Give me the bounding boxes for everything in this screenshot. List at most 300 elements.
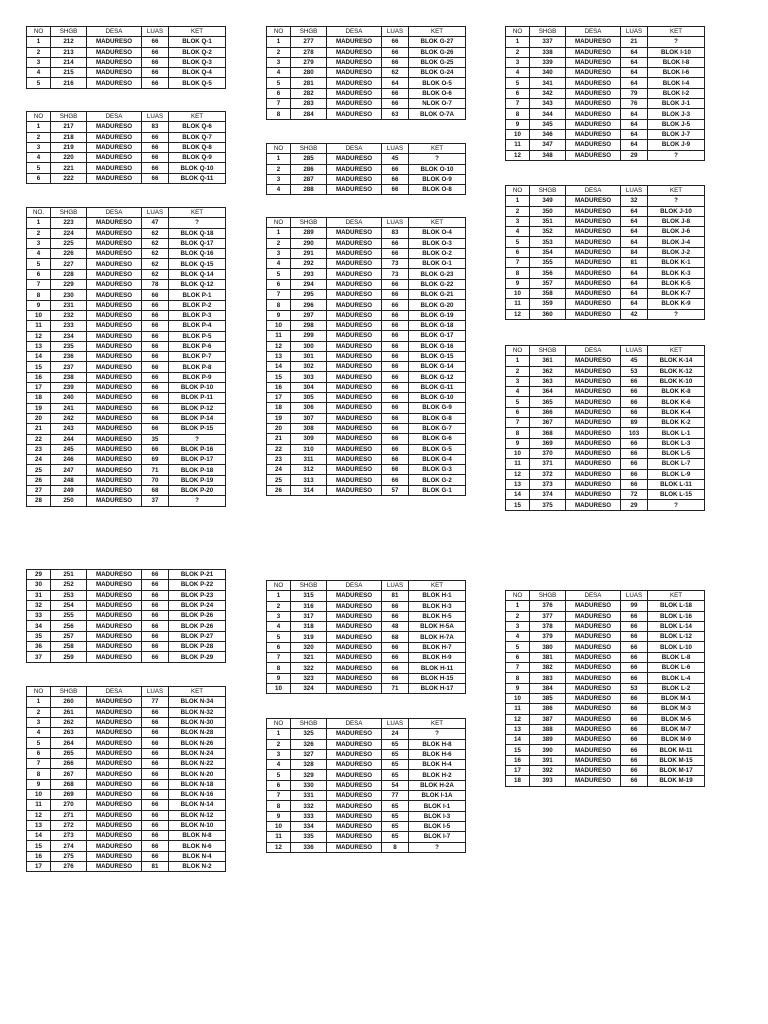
- table-cell: MADURESO: [87, 47, 142, 57]
- table-cell: 15: [267, 372, 291, 382]
- table-cell: 218: [51, 132, 87, 142]
- table-row: [267, 248, 466, 258]
- table-row: [506, 140, 705, 150]
- table-cell: BLOK N-2: [169, 862, 226, 872]
- table-cell: MADURESO: [327, 174, 382, 184]
- table-cell: 328: [291, 760, 327, 770]
- table-cell: MADURESO: [87, 434, 142, 444]
- table-cell: 216: [51, 78, 87, 88]
- table-cell: 3: [267, 248, 291, 258]
- table-row: [267, 331, 466, 341]
- table-cell: 362: [530, 366, 566, 376]
- table-cell: MADURESO: [87, 769, 142, 779]
- table-cell: 24: [382, 729, 409, 739]
- table-cell: BLOK J-5: [648, 119, 705, 129]
- table-cell: MADURESO: [87, 352, 142, 362]
- table-cell: MADURESO: [327, 444, 382, 454]
- table-cell: 367: [530, 418, 566, 428]
- table-cell: 242: [51, 413, 87, 423]
- table-cell: MADURESO: [566, 438, 621, 448]
- table-row: [267, 444, 466, 454]
- table-cell: 235: [51, 341, 87, 351]
- table-row: [27, 393, 226, 403]
- table-row: [267, 88, 466, 98]
- table-header-row: [267, 144, 466, 154]
- table-cell: 4: [506, 632, 530, 642]
- table-cell: MADURESO: [87, 321, 142, 331]
- table-cell: 351: [530, 216, 566, 226]
- table-cell: MADURESO: [566, 673, 621, 683]
- column-header: KET: [648, 186, 705, 196]
- table-cell: BLOK G-27: [409, 37, 466, 47]
- table-cell: 66: [142, 652, 169, 662]
- table-cell: 2: [506, 206, 530, 216]
- table-cell: MADURESO: [566, 57, 621, 67]
- table-cell: 13: [27, 341, 51, 351]
- table-cell: 66: [142, 444, 169, 454]
- table-cell: BLOK G-10: [409, 393, 466, 403]
- table-cell: MADURESO: [327, 228, 382, 238]
- table-cell: MADURESO: [87, 707, 142, 717]
- table-cell: BLOK I-6: [648, 68, 705, 78]
- table-cell: 66: [142, 748, 169, 758]
- column-header: NO.: [27, 208, 51, 218]
- table-cell: MADURESO: [327, 164, 382, 174]
- table-row: [27, 748, 226, 758]
- table-cell: MADURESO: [566, 663, 621, 673]
- table-cell: 6: [267, 279, 291, 289]
- table-cell: MADURESO: [87, 331, 142, 341]
- table-cell: 337: [530, 37, 566, 47]
- table-cell: MADURESO: [327, 485, 382, 495]
- table-cell: 257: [51, 631, 87, 641]
- table-cell: 66: [142, 728, 169, 738]
- table-cell: 336: [291, 842, 327, 852]
- table-row: [267, 238, 466, 248]
- table-cell: 247: [51, 465, 87, 475]
- table-cell: 66: [382, 423, 409, 433]
- table-cell: 255: [51, 611, 87, 621]
- table-cell: BLOK G-15: [409, 351, 466, 361]
- column-header: KET: [409, 218, 466, 228]
- column-header: DESA: [87, 687, 142, 697]
- table-row: [267, 279, 466, 289]
- table-cell: MADURESO: [566, 216, 621, 226]
- column-header: NO: [506, 186, 530, 196]
- table-cell: 388: [530, 724, 566, 734]
- table-cell: 251: [51, 570, 87, 580]
- table-row: [27, 496, 226, 506]
- table-cell: 1: [506, 601, 530, 611]
- table-cell: 10: [267, 683, 291, 693]
- table-row: [267, 154, 466, 164]
- table-cell: 5: [506, 237, 530, 247]
- table-cell: 10: [267, 320, 291, 330]
- table-cell: 66: [142, 841, 169, 851]
- table-cell: BLOK H-8: [409, 739, 466, 749]
- table-cell: 393: [530, 776, 566, 786]
- table-cell: 25: [267, 475, 291, 485]
- table-cell: 81: [142, 862, 169, 872]
- table-cell: MADURESO: [327, 310, 382, 320]
- table-cell: 253: [51, 590, 87, 600]
- table-row: [27, 769, 226, 779]
- table-cell: MADURESO: [87, 37, 142, 47]
- table-cell: 3: [27, 142, 51, 152]
- column-header: DESA: [566, 27, 621, 37]
- table-row: [506, 247, 705, 257]
- table-cell: 378: [530, 621, 566, 631]
- table-cell: 66: [382, 47, 409, 57]
- table-cell: 391: [530, 755, 566, 765]
- table-row: [506, 490, 705, 500]
- table-cell: 66: [621, 611, 648, 621]
- table-cell: BLOK K-1: [648, 258, 705, 268]
- table-cell: 254: [51, 600, 87, 610]
- column-header: DESA: [327, 144, 382, 154]
- table-cell: BLOK I-3: [409, 811, 466, 821]
- table-cell: MADURESO: [327, 739, 382, 749]
- table-cell: 4: [267, 760, 291, 770]
- table-cell: MADURESO: [327, 320, 382, 330]
- table-cell: BLOK N-18: [169, 779, 226, 789]
- table-cell: 68: [142, 486, 169, 496]
- column-header: NO: [506, 346, 530, 356]
- table-cell: MADURESO: [327, 760, 382, 770]
- table-cell: BLOK Q-12: [169, 280, 226, 290]
- table-cell: 66: [142, 789, 169, 799]
- table-cell: BLOK P-11: [169, 393, 226, 403]
- table-cell: 3: [506, 376, 530, 386]
- table-cell: 364: [530, 387, 566, 397]
- column-header: KET: [409, 144, 466, 154]
- table-cell: BLOK K-9: [648, 299, 705, 309]
- table-cell: 4: [267, 622, 291, 632]
- table-row: [267, 413, 466, 423]
- table-cell: BLOK Q-6: [169, 122, 226, 132]
- table-cell: 14: [506, 735, 530, 745]
- table-cell: 315: [291, 591, 327, 601]
- column-header: SHGB: [291, 144, 327, 154]
- table-row: [267, 351, 466, 361]
- table-cell: MADURESO: [87, 759, 142, 769]
- table-row: [506, 755, 705, 765]
- table-cell: 4: [27, 68, 51, 78]
- column-header: DESA: [566, 186, 621, 196]
- table-cell: 380: [530, 642, 566, 652]
- table-row: [27, 831, 226, 841]
- table-cell: 3: [267, 611, 291, 621]
- table-row: [267, 475, 466, 485]
- table-cell: 261: [51, 707, 87, 717]
- table-cell: BLOK O-6: [409, 88, 466, 98]
- table-cell: 62: [142, 259, 169, 269]
- table-cell: MADURESO: [327, 88, 382, 98]
- table-row: [506, 621, 705, 631]
- table-cell: BLOK Q-3: [169, 57, 226, 67]
- table-row: [27, 300, 226, 310]
- table-cell: 45: [621, 356, 648, 366]
- table-cell: 269: [51, 789, 87, 799]
- table-row: [506, 735, 705, 745]
- table-cell: 236: [51, 352, 87, 362]
- table-cell: BLOK K-5: [648, 278, 705, 288]
- table-cell: MADURESO: [87, 280, 142, 290]
- table-cell: MADURESO: [87, 269, 142, 279]
- table-cell: 66: [382, 185, 409, 195]
- table-cell: 34: [27, 621, 51, 631]
- table-row: [27, 132, 226, 142]
- table-cell: BLOK M-3: [648, 704, 705, 714]
- table-row: [267, 642, 466, 652]
- table-cell: 42: [621, 309, 648, 319]
- table-row: [267, 729, 466, 739]
- table-cell: 318: [291, 622, 327, 632]
- table-cell: MADURESO: [87, 779, 142, 789]
- table-row: [267, 99, 466, 109]
- table-row: [506, 724, 705, 734]
- table-cell: MADURESO: [566, 150, 621, 160]
- table-cell: BLOK Q-14: [169, 269, 226, 279]
- table-cell: BLOK Q-10: [169, 163, 226, 173]
- table-row: [506, 459, 705, 469]
- table-row: [267, 842, 466, 852]
- table-cell: 8: [506, 428, 530, 438]
- table-cell: MADURESO: [87, 621, 142, 631]
- table-row: [267, 341, 466, 351]
- table-row: [267, 591, 466, 601]
- table-cell: 327: [291, 749, 327, 759]
- table-row: [506, 479, 705, 489]
- table-cell: 66: [142, 717, 169, 727]
- table-cell: 270: [51, 800, 87, 810]
- column-header: LUAS: [621, 186, 648, 196]
- table-cell: 66: [142, 820, 169, 830]
- table-cell: BLOK J-10: [648, 206, 705, 216]
- table-cell: 2: [506, 611, 530, 621]
- table-row: [27, 486, 226, 496]
- table-cell: 66: [382, 403, 409, 413]
- column-header: NO: [27, 687, 51, 697]
- table-cell: 385: [530, 693, 566, 703]
- table-cell: 66: [142, 153, 169, 163]
- table-cell: MADURESO: [566, 278, 621, 288]
- table-cell: MADURESO: [327, 78, 382, 88]
- table-cell: 21: [27, 424, 51, 434]
- table-row: [267, 290, 466, 300]
- table-cell: BLOK P-5: [169, 331, 226, 341]
- table-cell: MADURESO: [87, 789, 142, 799]
- table-header-row: [27, 112, 226, 122]
- table-row: [506, 109, 705, 119]
- table-cell: 342: [530, 88, 566, 98]
- table-cell: BLOK H-5: [409, 611, 466, 621]
- table-cell: 17: [27, 862, 51, 872]
- table-cell: BLOK H-3: [409, 601, 466, 611]
- table-cell: 7: [267, 653, 291, 663]
- column-header: LUAS: [382, 581, 409, 591]
- table-cell: 299: [291, 331, 327, 341]
- table-cell: 275: [51, 851, 87, 861]
- table-cell: MADURESO: [87, 341, 142, 351]
- table-row: [267, 78, 466, 88]
- table-cell: 64: [621, 268, 648, 278]
- table-header-row: [506, 27, 705, 37]
- table-cell: 45: [382, 154, 409, 164]
- table-cell: BLOK H-7: [409, 642, 466, 652]
- table-cell: 256: [51, 621, 87, 631]
- table-cell: 14: [267, 362, 291, 372]
- table-cell: BLOK L-18: [648, 601, 705, 611]
- table-cell: 84: [621, 247, 648, 257]
- table-row: [506, 387, 705, 397]
- table-cell: 363: [530, 376, 566, 386]
- table-cell: MADURESO: [566, 642, 621, 652]
- table-cell: 330: [291, 780, 327, 790]
- table-cell: 66: [382, 37, 409, 47]
- table-cell: 10: [506, 288, 530, 298]
- table-cell: BLOK G-2: [409, 475, 466, 485]
- table-cell: 372: [530, 469, 566, 479]
- land-table-11: [505, 26, 705, 161]
- table-cell: 7: [267, 290, 291, 300]
- table-cell: MADURESO: [87, 738, 142, 748]
- table-cell: MADURESO: [327, 109, 382, 119]
- table-cell: 66: [142, 769, 169, 779]
- table-cell: BLOK G-25: [409, 57, 466, 67]
- table-cell: BLOK K-7: [648, 288, 705, 298]
- table-cell: 9: [506, 278, 530, 288]
- table-cell: 350: [530, 206, 566, 216]
- table-cell: 2: [267, 164, 291, 174]
- table-cell: 24: [267, 465, 291, 475]
- table-cell: 6: [27, 173, 51, 183]
- table-cell: ?: [409, 729, 466, 739]
- table-cell: MADURESO: [327, 68, 382, 78]
- table-row: [506, 366, 705, 376]
- table-cell: 54: [382, 780, 409, 790]
- table-cell: 354: [530, 247, 566, 257]
- table-cell: MADURESO: [87, 800, 142, 810]
- table-cell: BLOK Q-7: [169, 132, 226, 142]
- table-cell: BLOK L-12: [648, 632, 705, 642]
- table-cell: 291: [291, 248, 327, 258]
- table-cell: 64: [621, 109, 648, 119]
- table-row: [267, 454, 466, 464]
- table-row: [267, 423, 466, 433]
- table-row: [267, 310, 466, 320]
- table-cell: BLOK H-5A: [409, 622, 466, 632]
- table-cell: 66: [382, 475, 409, 485]
- table-cell: MADURESO: [566, 652, 621, 662]
- table-row: [506, 376, 705, 386]
- table-cell: 66: [142, 590, 169, 600]
- table-row: [506, 500, 705, 510]
- table-cell: 1: [27, 697, 51, 707]
- table-row: [27, 810, 226, 820]
- table-cell: MADURESO: [327, 591, 382, 601]
- table-cell: ?: [648, 309, 705, 319]
- table-cell: 12: [267, 341, 291, 351]
- table-cell: MADURESO: [87, 424, 142, 434]
- table-cell: 1: [27, 218, 51, 228]
- table-cell: 66: [382, 341, 409, 351]
- table-cell: 66: [142, 132, 169, 142]
- table-row: [27, 475, 226, 485]
- table-cell: 331: [291, 791, 327, 801]
- table-cell: 83: [142, 122, 169, 132]
- table-cell: BLOK M-1: [648, 693, 705, 703]
- table-cell: 66: [142, 611, 169, 621]
- table-row: [27, 163, 226, 173]
- table-row: [267, 485, 466, 495]
- table-row: [27, 800, 226, 810]
- table-cell: MADURESO: [566, 469, 621, 479]
- table-cell: BLOK I-4: [648, 78, 705, 88]
- table-row: [27, 580, 226, 590]
- table-cell: 66: [142, 738, 169, 748]
- table-cell: BLOK P-15: [169, 424, 226, 434]
- table-row: [506, 288, 705, 298]
- table-row: [267, 770, 466, 780]
- table-cell: 3: [506, 57, 530, 67]
- table-cell: 304: [291, 382, 327, 392]
- table-cell: 15: [506, 500, 530, 510]
- table-cell: BLOK N-30: [169, 717, 226, 727]
- table-row: [267, 622, 466, 632]
- column-header: LUAS: [142, 687, 169, 697]
- table-cell: BLOK N-4: [169, 851, 226, 861]
- table-cell: 1: [506, 37, 530, 47]
- table-row: [506, 88, 705, 98]
- table-cell: 66: [142, 352, 169, 362]
- column-header: KET: [169, 27, 226, 37]
- table-row: [506, 206, 705, 216]
- table-row: [27, 290, 226, 300]
- table-cell: MADURESO: [566, 109, 621, 119]
- table-cell: 282: [291, 88, 327, 98]
- table-row: [267, 749, 466, 759]
- table-row: [27, 841, 226, 851]
- table-cell: 252: [51, 580, 87, 590]
- table-cell: 273: [51, 831, 87, 841]
- table-row: [27, 68, 226, 78]
- table-cell: 14: [27, 352, 51, 362]
- table-cell: 4: [27, 249, 51, 259]
- table-row: [27, 142, 226, 152]
- table-cell: MADURESO: [87, 810, 142, 820]
- table-cell: BLOK L-4: [648, 673, 705, 683]
- table-cell: 66: [142, 631, 169, 641]
- table-cell: 8: [382, 842, 409, 852]
- table-cell: 8: [267, 801, 291, 811]
- table-cell: MADURESO: [87, 580, 142, 590]
- column-header: KET: [409, 719, 466, 729]
- table-cell: 17: [27, 383, 51, 393]
- table-cell: 66: [142, 173, 169, 183]
- table-cell: BLOK P-9: [169, 372, 226, 382]
- table-cell: 66: [142, 163, 169, 173]
- table-cell: 241: [51, 403, 87, 413]
- table-row: [27, 590, 226, 600]
- table-row: [506, 663, 705, 673]
- table-cell: MADURESO: [87, 372, 142, 382]
- table-cell: 5: [27, 163, 51, 173]
- table-cell: MADURESO: [566, 459, 621, 469]
- table-cell: BLOK J-3: [648, 109, 705, 119]
- table-cell: 66: [142, 580, 169, 590]
- table-cell: MADURESO: [327, 632, 382, 642]
